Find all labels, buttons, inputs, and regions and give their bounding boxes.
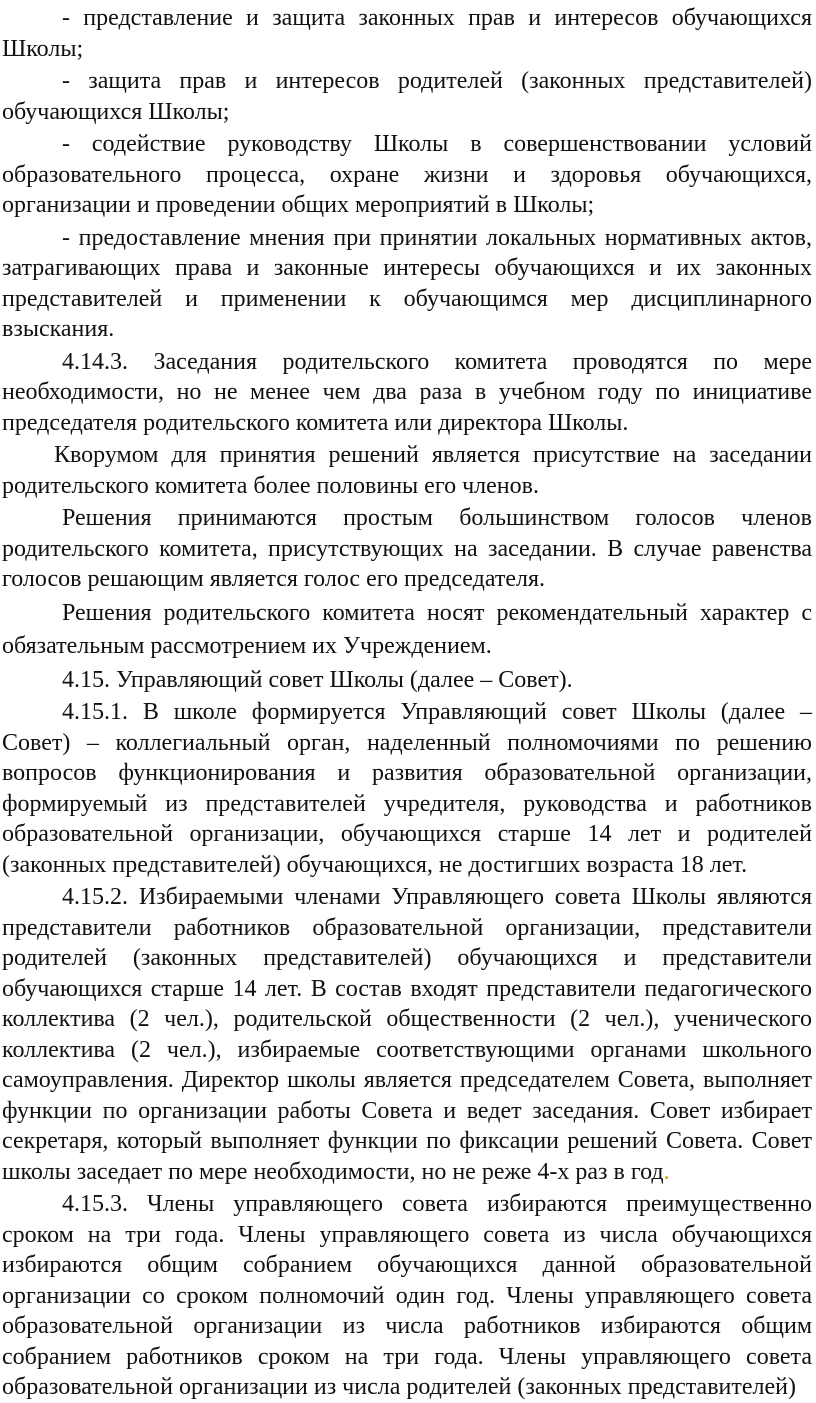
paragraph-quorum: Кворумом для принятия решений является присутствие на заседании родительского комитета более половины его членов. <box>2 442 812 499</box>
paragraph-assist-management: - содействие руководству Школы в совершенствовании условий образовательного процесса, охране жизни и здоровья обучающихся, организации и проведении общих мероприятий в Школы; <box>2 131 812 218</box>
paragraph-opinion-on-acts: - предоставление мнения при принятии локальных нормативных актов, затрагивающих права и законные интересы обучающихся и их законных представителей и применении к обучающимся мер дисциплинарного взыскания. <box>2 224 812 342</box>
paragraph-4-15-1: 4.15.1. В школе формируется Управляющий совет Школы (далее – Совет) – коллегиальный орган, наделенный полномочиями по решению вопросов функционирования и развития образовательной организации, формируемый из представителей учредителя, руководства и работников образовательной организации, обучающихся старше 14 лет и родителей (законных представителей) обучающихся, не достигших возраста 18 лет. <box>2 699 812 878</box>
paragraph-4-15-2-period: . <box>663 1158 670 1185</box>
paragraph-4-15-heading: 4.15. Управляющий совет Школы (далее – Совет). <box>62 666 573 693</box>
paragraph-4-15-3: 4.15.3. Члены управляющего совета избираются преимущественно сроком на три года. Члены управляющего совета из числа обучающихся избираются общим собранием обучающихся данной образовательной организации со сроком полномочий один год. Члены управляющего совета образовательной организации из числа работников избираются общим собранием работников сроком на три года. Члены управляющего совета образовательной организации из числа родителей (законных представителей) <box>2 1191 812 1400</box>
paragraph-4-15-2 <box>0 882 816 1187</box>
paragraph-parents-rights: - защита прав и интересов родителей (законных представителей) обучающихся Школы; <box>2 68 812 125</box>
paragraph-rights-protection: - представление и защита законных прав и интересов обучающихся Школы; <box>2 5 812 62</box>
paragraph-4-14-3: 4.14.3. Заседания родительского комитета проводятся по мере необходимости, но не менее чем два раза в учебном году по инициативе председателя родительского комитета или директора Школы. <box>2 348 812 436</box>
paragraph-4-15-2-text: 4.15.2. Избираемыми членами Управляющего совета Школы являются представители работников образовательной организации, представители родителей (законных представителей) обучающихся и представители обучающихся старше 14 лет. В состав входят представители педагогического коллектива (2 чел.), родительской общественности (2 чел.), ученического коллектива (2 чел.), избираемые соответствующими органами школьного самоуправления. Директор школы является председателем Совета, выполняет функции по организации работы Совета и ведет заседания. Совет избирает секретаря, который выполняет функции по фиксации решений Совета. Совет школы заседает по мере необходимости, но не реже 4-х раз в год <box>2 884 812 1185</box>
paragraph-decisions-advisory: Решения родительского комитета носят рекомендательный характер с обязательным рассмотрением их Учреждением. <box>2 599 812 659</box>
paragraph-decisions-majority: Решения принимаются простым большинством голосов членов родительского комитета, присутствующих на заседании. В случае равенства голосов решающим является голос его председателя. <box>2 505 812 592</box>
